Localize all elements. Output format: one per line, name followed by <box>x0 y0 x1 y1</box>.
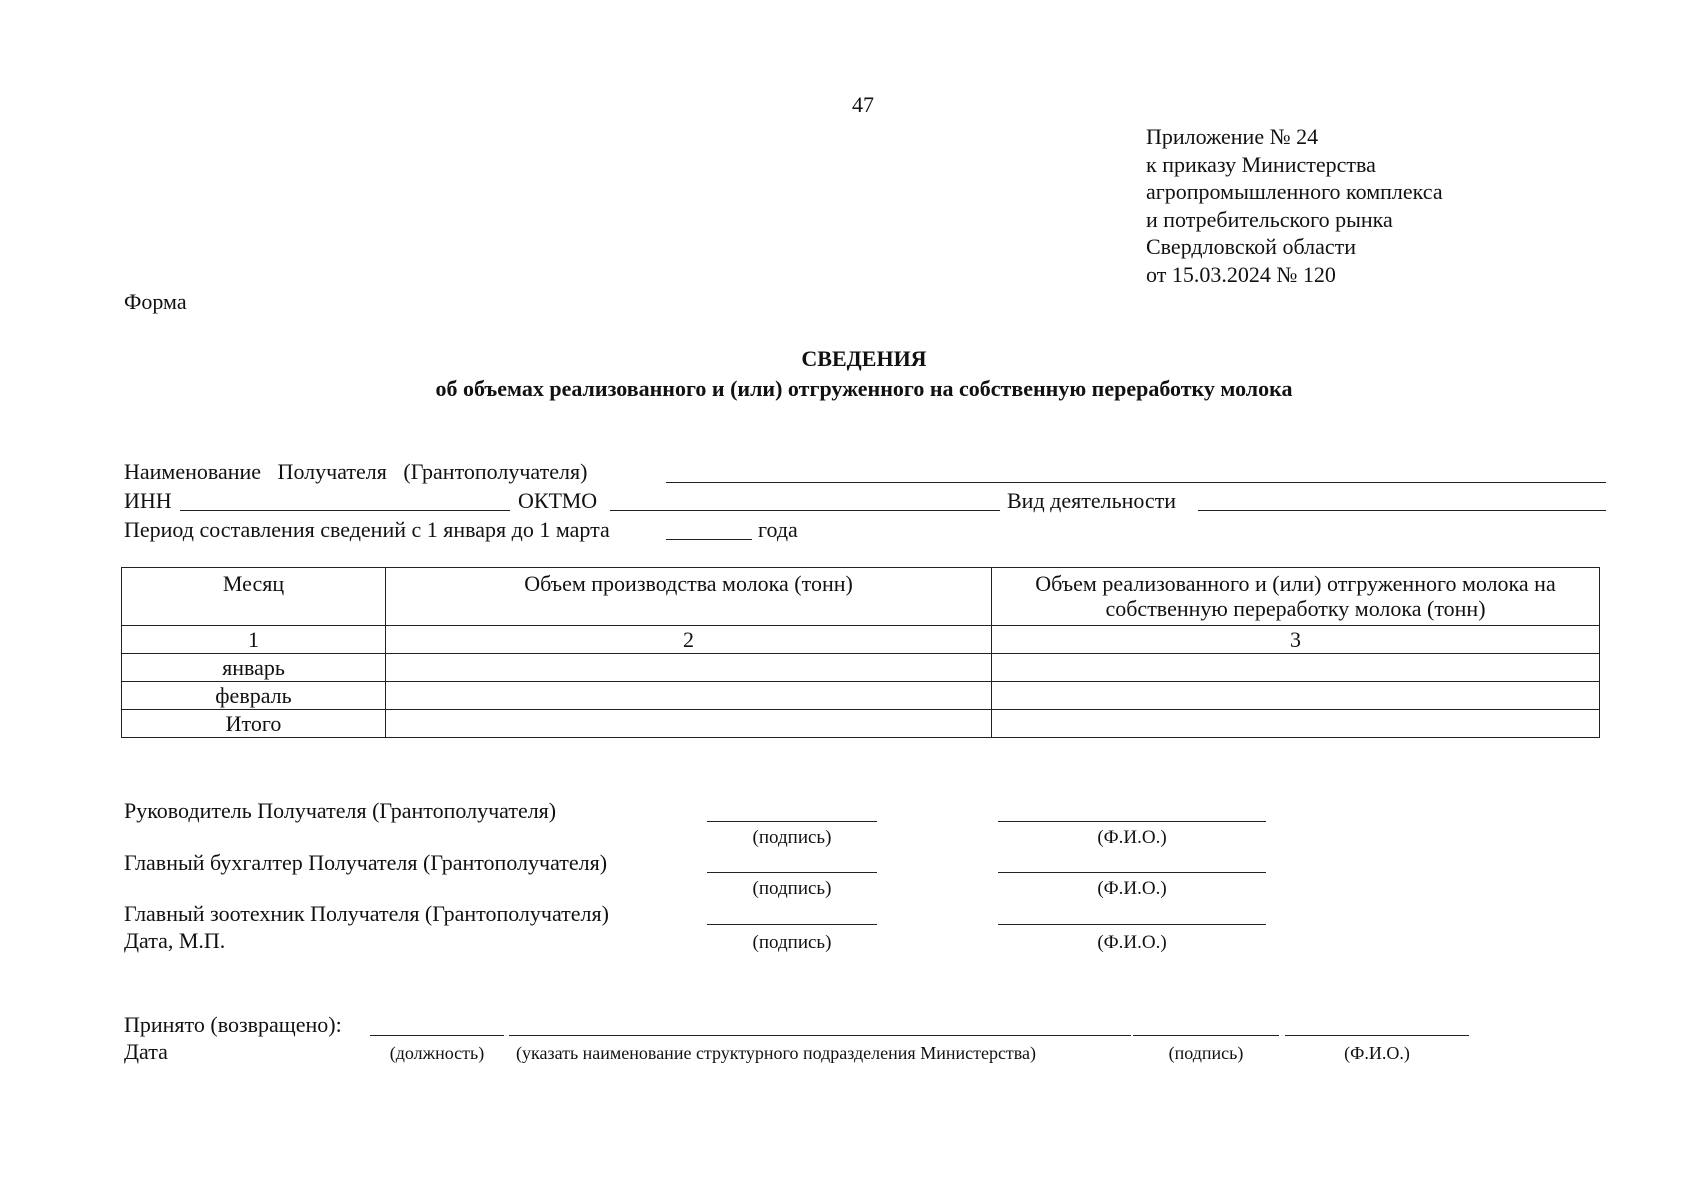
accepted-label: Принято (возвращено): <box>124 1012 342 1037</box>
accepted-fio-line[interactable] <box>1285 1035 1469 1036</box>
document-title: СВЕДЕНИЯ <box>801 346 927 371</box>
appendix-line: Свердловской области <box>1146 234 1356 260</box>
appendix-line: и потребительского рынка <box>1146 206 1393 232</box>
column-number-cell: 1 <box>122 626 386 654</box>
period-label: Период составления сведений с 1 января до 1 марта <box>124 517 610 542</box>
activity-field[interactable] <box>1198 510 1606 511</box>
date-stamp-label: Дата, М.П. <box>124 928 226 953</box>
table-cell-month: январь <box>122 654 386 682</box>
table-cell[interactable] <box>992 654 1600 682</box>
table-header-cell: Объем производства молока (тонн) <box>386 568 992 626</box>
signature-caption: (подпись) <box>1168 1043 1244 1063</box>
column-number-cell: 2 <box>386 626 992 654</box>
period-suffix: года <box>758 517 798 542</box>
form-label: Форма <box>124 289 187 314</box>
signature-caption: (подпись) <box>752 878 832 899</box>
zootech-signature-line[interactable] <box>707 924 877 925</box>
table-cell[interactable] <box>992 682 1600 710</box>
fio-caption: (Ф.И.О.) <box>1097 827 1167 848</box>
position-caption: (должность) <box>389 1043 485 1063</box>
period-year-field[interactable] <box>666 539 752 540</box>
fio-caption: (Ф.И.О.) <box>1097 932 1167 953</box>
accepted-date-label: Дата <box>124 1039 168 1064</box>
accountant-label: Главный бухгалтер Получателя (Грантополучателя) <box>124 850 608 875</box>
table-cell[interactable] <box>386 654 992 682</box>
oktmo-label: ОКТМО <box>518 488 598 513</box>
appendix-line: от 15.03.2024 № 120 <box>1146 261 1336 287</box>
oktmo-field[interactable] <box>610 510 1000 511</box>
inn-field[interactable] <box>180 510 510 511</box>
table-cell-month: февраль <box>122 682 386 710</box>
accountant-signature-line[interactable] <box>707 872 877 873</box>
page-number: 47 <box>852 92 874 117</box>
table-cell[interactable] <box>992 710 1600 738</box>
accepted-department-line[interactable] <box>509 1035 1131 1036</box>
zootech-label: Главный зоотехник Получателя (Грантополучателя) <box>124 901 609 926</box>
zootech-fio-line[interactable] <box>998 924 1266 925</box>
appendix-line: к приказу Министерства <box>1146 151 1376 177</box>
accepted-signature-line[interactable] <box>1133 1035 1279 1036</box>
table-cell-month: Итого <box>122 710 386 738</box>
table-cell[interactable] <box>386 682 992 710</box>
signature-caption: (подпись) <box>752 827 832 848</box>
activity-label: Вид деятельности <box>1007 488 1177 513</box>
head-fio-line[interactable] <box>998 821 1266 822</box>
table-header-cell: Объем реализованного и (или) отгруженного молока на собственную переработку молока (тонн) <box>992 568 1600 626</box>
volumes-table <box>121 567 1600 738</box>
head-label: Руководитель Получателя (Грантополучателя) <box>124 798 557 823</box>
recipient-name-field[interactable] <box>666 482 1606 483</box>
document-subtitle: об объемах реализованного и (или) отгруженного на собственную переработку молока <box>435 376 1293 401</box>
column-number-cell: 3 <box>992 626 1600 654</box>
signature-caption: (подпись) <box>752 932 832 953</box>
table-column-number-row <box>122 626 1600 654</box>
appendix-block <box>1146 123 1443 289</box>
table-row <box>122 682 1600 710</box>
table-row <box>122 654 1600 682</box>
table-row <box>122 710 1600 738</box>
inn-label: ИНН <box>124 488 172 513</box>
appendix-line: Приложение № 24 <box>1146 124 1319 149</box>
recipient-name-label: Наименование Получателя (Грантополучателя) <box>124 459 588 484</box>
department-caption: (указать наименование структурного подразделения Министерства) <box>516 1043 1037 1063</box>
accountant-fio-line[interactable] <box>998 872 1266 873</box>
fio-caption: (Ф.И.О.) <box>1097 878 1167 899</box>
table-header-row <box>122 568 1600 626</box>
table-cell[interactable] <box>386 710 992 738</box>
accepted-position-line[interactable] <box>370 1035 504 1036</box>
head-signature-line[interactable] <box>707 821 877 822</box>
table-header-cell: Месяц <box>122 568 386 626</box>
appendix-line: агропромышленного комплекса <box>1146 179 1443 205</box>
fio-caption: (Ф.И.О.) <box>1344 1043 1410 1063</box>
